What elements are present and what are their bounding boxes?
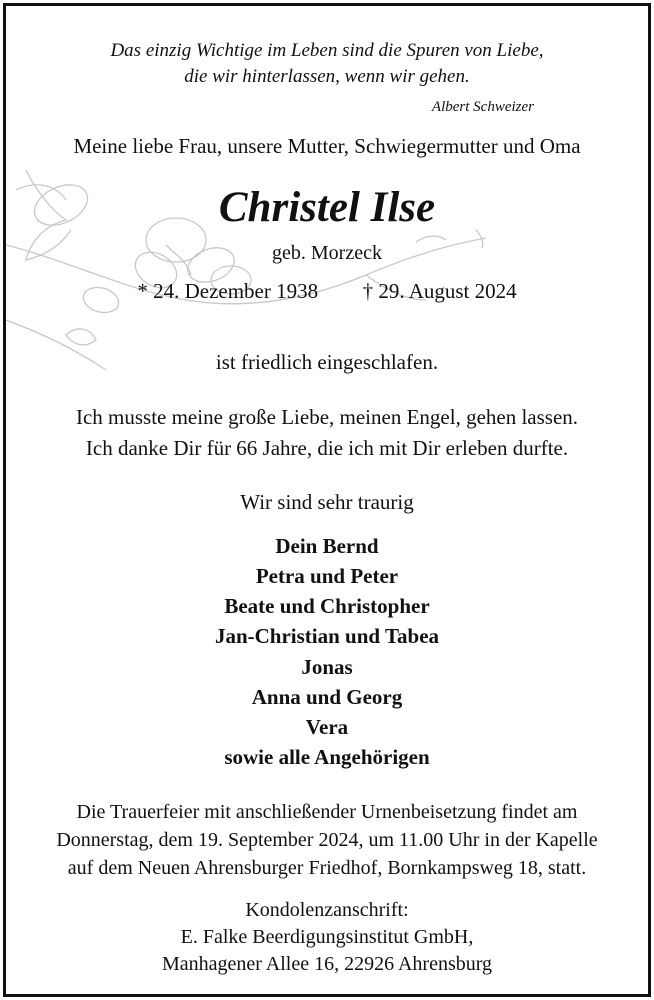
mourner-name: Anna und Georg [251, 685, 403, 709]
service-line-2: Donnerstag, dem 19. September 2024, um 11.00 Uhr in der Kapelle [56, 829, 598, 851]
deceased-name: Christel Ilse [218, 184, 436, 231]
intro-text: Meine liebe Frau, unsere Mutter, Schwiegermutter und Oma [73, 134, 581, 158]
mourner-name: Petra und Peter [255, 564, 399, 588]
quote-line-2: die wir hinterlassen, wenn wir gehen. [184, 66, 470, 87]
mourner-name: Jan-Christian und Tabea [214, 624, 440, 648]
message-line-2: Ich danke Dir für 66 Jahre, die ich mit Dir erleben durfte. [85, 436, 569, 460]
mourner-name: Vera [305, 715, 349, 739]
mourner-name: sowie alle Angehörigen [224, 745, 430, 769]
condolence-address: Manhagener Allee 16, 22926 Ahrensburg [161, 953, 493, 975]
mourner-name: Beate und Christopher [224, 594, 430, 618]
sad-text: Wir sind sehr traurig [240, 490, 414, 514]
condolence-heading: Kondolenzanschrift: [245, 899, 409, 921]
maiden-name: geb. Morzeck [272, 242, 382, 264]
life-dates [0, 279, 654, 304]
birth-date: * 24. Dezember 1938 [137, 279, 319, 303]
quote-author: Albert Schweizer [431, 99, 534, 115]
death-date: † 29. August 2024 [362, 279, 517, 303]
condolence-company: E. Falke Beerdigungsinstitut GmbH, [180, 926, 474, 948]
service-line-3: auf dem Neuen Ahrensburger Friedhof, Bornkampsweg 18, statt. [67, 857, 587, 879]
passed-text: ist friedlich eingeschlafen. [215, 350, 439, 374]
quote-line-1: Das einzig Wichtige im Leben sind die Spuren von Liebe, [110, 40, 544, 61]
service-line-1: Die Trauerfeier mit anschließender Urnenbeisetzung findet am [76, 801, 578, 823]
message-line-1: Ich musste meine große Liebe, meinen Engel, gehen lassen. [75, 405, 579, 429]
mourner-name: Dein Bernd [275, 534, 379, 558]
mourner-name: Jonas [301, 655, 353, 679]
